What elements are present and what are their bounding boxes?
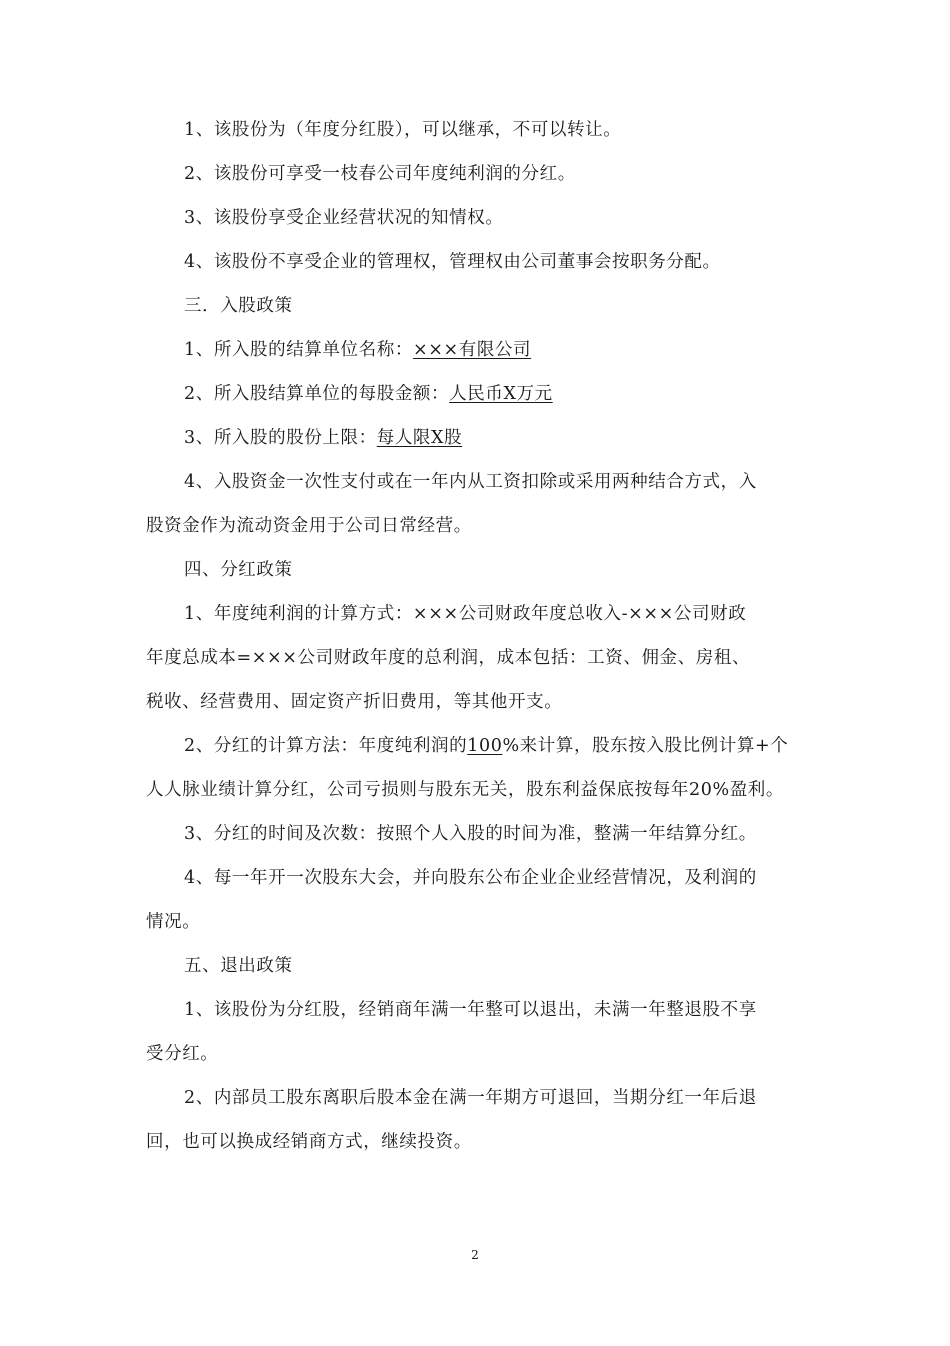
paragraph-line xyxy=(146,768,808,812)
page-number: 2 xyxy=(471,1248,479,1262)
paragraph-line xyxy=(146,152,808,196)
heading-text: 三．入股政策 xyxy=(184,296,293,316)
paragraph-line xyxy=(146,592,808,636)
line-text: 4、入股资金一次性支付或在一年内从工资扣除或采用两种结合方式，入 xyxy=(184,472,757,492)
line-text: 1、所入股的结算单位名称： xyxy=(184,340,413,360)
paragraph-line xyxy=(146,680,808,724)
line-text: 税收、经营费用、固定资产折旧费用，等其他开支。 xyxy=(146,692,563,712)
line-text: 回，也可以换成经销商方式，继续投资。 xyxy=(146,1132,472,1152)
line-text: 股资金作为流动资金用于公司日常经营。 xyxy=(146,516,472,536)
line-text: 人人脉业绩计算分红，公司亏损则与股东无关，股东利益保底按每年20%盈利。 xyxy=(146,780,784,800)
underlined-value: ×××有限公司 xyxy=(412,340,532,360)
line-text: 情况。 xyxy=(146,912,201,932)
line-text: 3、所入股的股份上限： xyxy=(184,428,377,448)
line-text: 3、该股份享受企业经营状况的知情权。 xyxy=(184,208,504,228)
paragraph-line xyxy=(146,240,808,284)
line-text: 2、所入股结算单位的每股金额： xyxy=(184,384,450,404)
paragraph-line xyxy=(146,856,808,900)
line-text: 2、该股份可享受一枝春公司年度纯利润的分红。 xyxy=(184,164,576,184)
line-text: 1、年度纯利润的计算方式：×××公司财政年度总收入-×××公司财政 xyxy=(184,604,747,624)
underlined-value: 100 xyxy=(467,736,503,756)
paragraph-line xyxy=(146,196,808,240)
line-text: 受分红。 xyxy=(146,1044,219,1064)
paragraph-line xyxy=(146,416,808,460)
paragraph-line xyxy=(146,108,808,152)
paragraph-line xyxy=(146,1032,808,1076)
line-text: 3、分红的时间及次数：按照个人入股的时间为准，整满一年结算分红。 xyxy=(184,824,757,844)
document-body xyxy=(146,108,808,1164)
paragraph-line xyxy=(146,1120,808,1164)
line-text: 2、内部员工股东离职后股本金在满一年期方可退回，当期分红一年后退 xyxy=(184,1088,757,1108)
paragraph-line xyxy=(146,460,808,504)
paragraph-line xyxy=(146,504,808,548)
line-text: 4、该股份不享受企业的管理权，管理权由公司董事会按职务分配。 xyxy=(184,252,721,272)
heading-text: 五、退出政策 xyxy=(184,956,293,976)
paragraph-line xyxy=(146,328,808,372)
section-heading xyxy=(146,284,808,328)
paragraph-line xyxy=(146,1076,808,1120)
paragraph-line xyxy=(146,900,808,944)
paragraph-line xyxy=(146,636,808,680)
paragraph-line xyxy=(146,372,808,416)
heading-text: 四、分红政策 xyxy=(184,560,293,580)
line-text: 2、分红的计算方法：年度纯利润的 xyxy=(184,736,468,756)
paragraph-line xyxy=(146,988,808,1032)
line-text: 1、该股份为分红股，经销商年满一年整可以退出，未满一年整退股不享 xyxy=(184,1000,757,1020)
line-text: 年度总成本=×××公司财政年度的总利润，成本包括：工资、佣金、房租、 xyxy=(146,648,751,668)
underlined-value: 人民币X万元 xyxy=(449,384,553,404)
line-text-tail: %来计算，股东按入股比例计算+个 xyxy=(502,736,789,756)
section-heading xyxy=(146,548,808,592)
line-text: 1、该股份为（年度分红股），可以继承，不可以转让。 xyxy=(184,120,622,140)
underlined-value: 每人限X股 xyxy=(376,428,463,448)
line-text: 4、每一年开一次股东大会，并向股东公布企业企业经营情况，及利润的 xyxy=(184,868,757,888)
section-heading xyxy=(146,944,808,988)
paragraph-line xyxy=(146,724,808,768)
paragraph-line xyxy=(146,812,808,856)
